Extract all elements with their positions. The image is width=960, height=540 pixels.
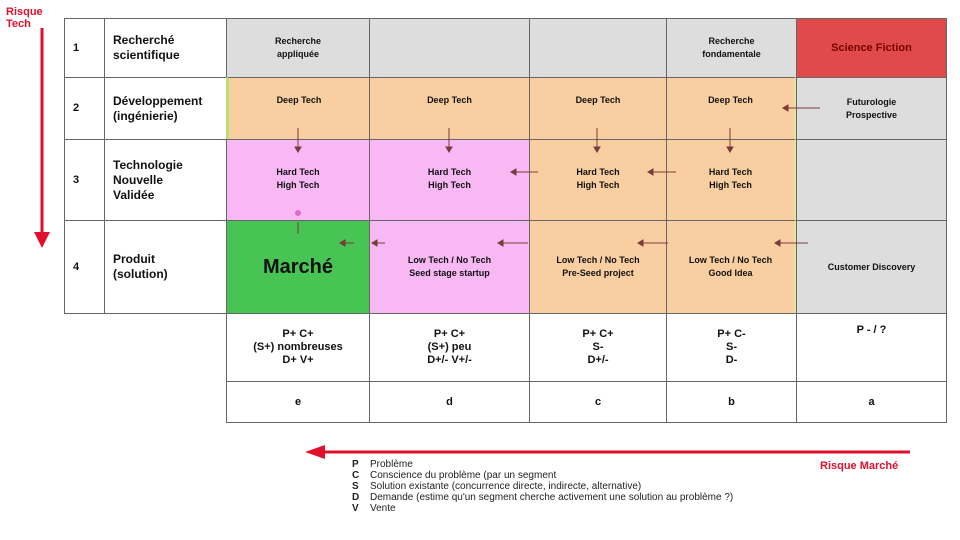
legend (352, 459, 733, 514)
letter-c: c (529, 381, 667, 423)
legend-item: D Demande (estime qu'un segment cherche activement une solution au problème ?) (352, 492, 734, 503)
row-4-number: 4 (64, 220, 105, 314)
row-1-label: Recherché scientifique (104, 18, 227, 78)
letter-a: a (796, 381, 947, 423)
summary-b: P+ C- S- D- (666, 313, 797, 382)
row-1-number: 1 (64, 18, 105, 78)
legend-item: P Problème (352, 459, 413, 470)
cell-r4-e: Marché (226, 220, 370, 314)
cell-r3-d: Hard Tech High Tech (369, 139, 530, 221)
letter-e: e (226, 381, 370, 423)
risk-tech-label: Risque Tech (6, 6, 43, 30)
cell-r4-a: Customer Discovery (796, 220, 947, 314)
cell-r1-e: Recherche appliquée (226, 18, 370, 78)
cell-r2-c: Deep Tech (529, 77, 667, 140)
cell-r3-c: Hard Tech High Tech (529, 139, 667, 221)
summary-d: P+ C+ (S+) peu D+/- V+/- (369, 313, 530, 382)
legend-item: V Vente (352, 503, 396, 514)
summary-a: P - / ? (796, 313, 947, 382)
row-2-number: 2 (64, 77, 105, 140)
cell-r1-a: Science Fiction (796, 18, 947, 78)
cell-r2-d: Deep Tech (369, 77, 530, 140)
cell-r4-d: Low Tech / No Tech Seed stage startup (369, 220, 530, 314)
cell-r3-e: Hard Tech High Tech (226, 139, 370, 221)
row-4-label: Produit (solution) (104, 220, 227, 314)
cell-r2-a: Futurologie Prospective (796, 77, 947, 140)
row-3-number: 3 (64, 139, 105, 221)
cell-r4-b: Low Tech / No Tech Good Idea (666, 220, 797, 314)
cell-r4-c: Low Tech / No Tech Pre-Seed project (529, 220, 667, 314)
cell-r1-b: Recherche fondamentale (666, 18, 797, 78)
letter-d: d (369, 381, 530, 423)
row-2-label: Développement (ingénierie) (104, 77, 227, 140)
cell-r2-e: Deep Tech (226, 77, 370, 140)
summary-c: P+ C+ S- D+/- (529, 313, 667, 382)
legend-item: S Solution existante (concurrence directe, indirecte, alternative) (352, 481, 642, 492)
cell-r3-b: Hard Tech High Tech (666, 139, 797, 221)
risk-market-label: Risque Marché (820, 460, 899, 472)
summary-e: P+ C+ (S+) nombreuses D+ V+ (226, 313, 370, 382)
row-3-label: Technologie Nouvelle Validée (104, 139, 227, 221)
cell-r2-b: Deep Tech (666, 77, 797, 140)
legend-item: C Conscience du problème (par un segment (352, 470, 557, 481)
letter-b: b (666, 381, 797, 423)
